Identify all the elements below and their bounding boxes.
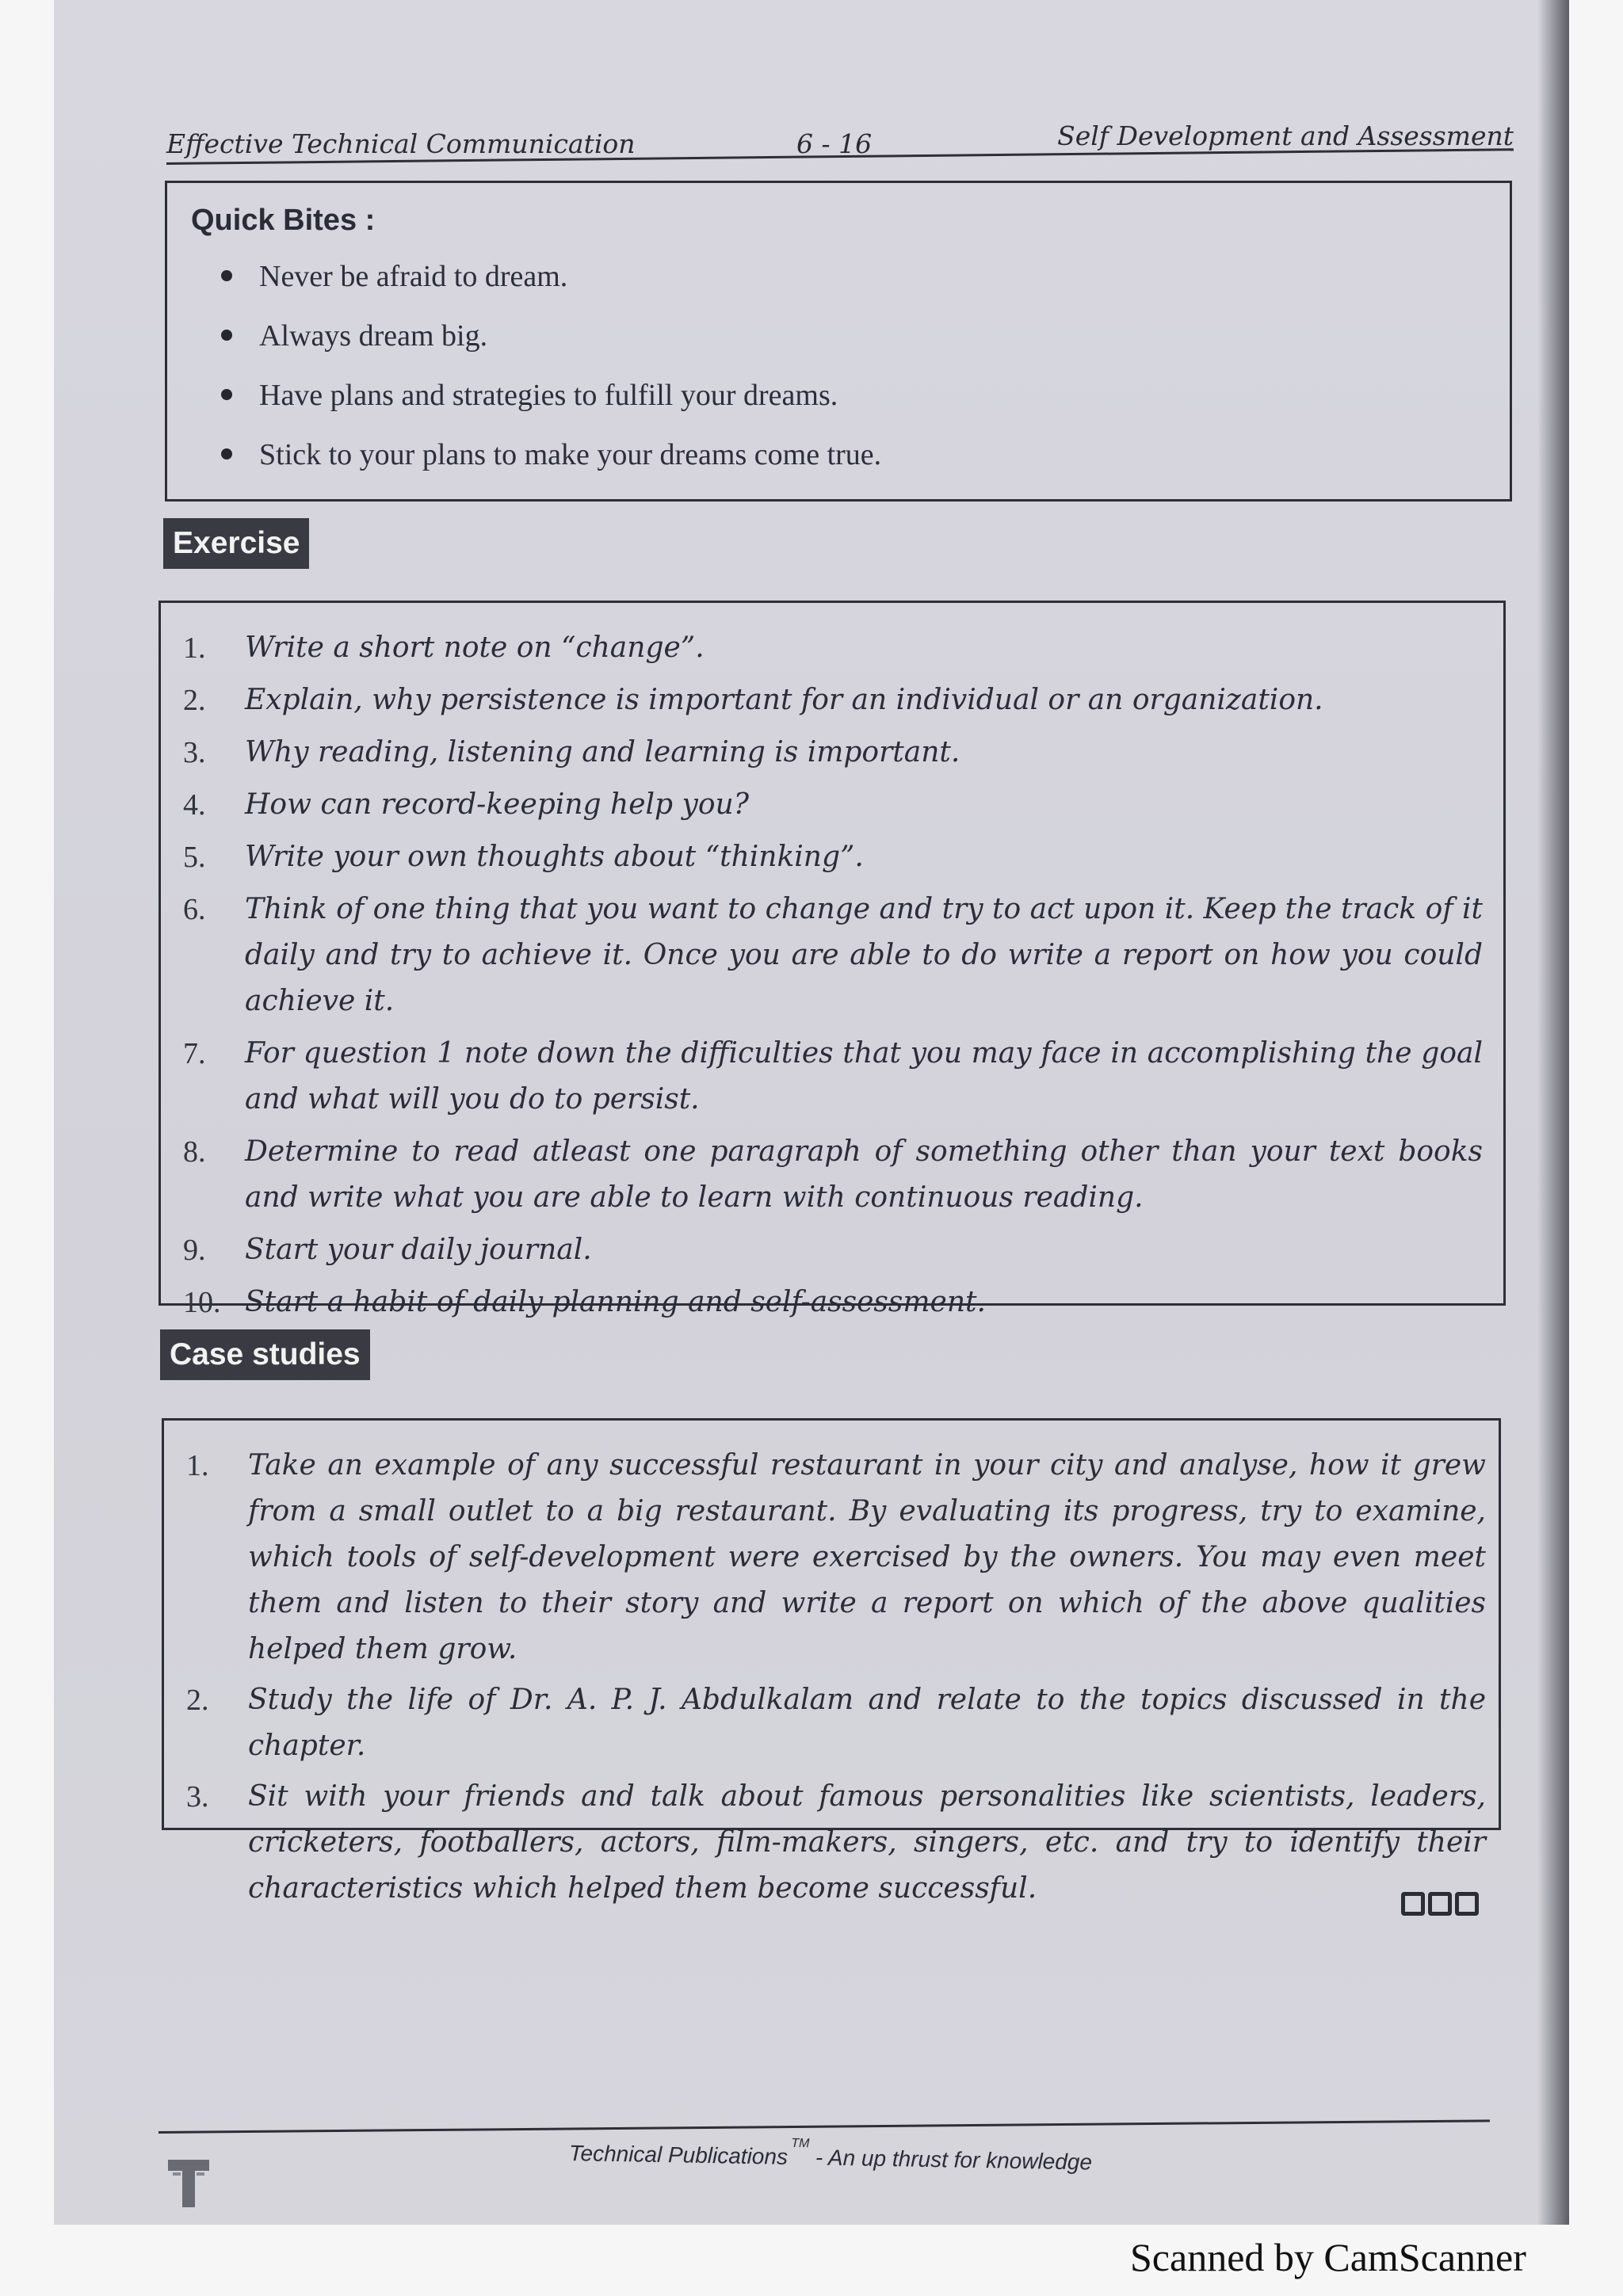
page-edge-shadow (1537, 0, 1569, 2225)
running-header (166, 119, 1514, 166)
exercise-box (158, 601, 1506, 1319)
list-item: 8. Determine to read atleast one paragraph of something other than your text books and write what you are able to learn with continuous reading. (183, 1135, 1483, 1214)
case-studies-list (186, 1443, 1486, 1917)
list-item: Stick to your plans to make your dreams come true. (215, 437, 881, 497)
list-item: 1. Write a short note on “change”. (183, 631, 705, 665)
trademark-mark: TM (791, 2136, 810, 2150)
list-item: Never be afraid to dream. (215, 259, 881, 318)
chapter-title: Self Development and Assessment (1057, 120, 1514, 151)
end-of-chapter-marks (1401, 1892, 1479, 1916)
scanner-watermark: Scanned by CamScanner (1130, 2235, 1526, 2279)
bullet-icon (221, 270, 232, 281)
list-item: Always dream big. (215, 318, 881, 378)
list-item: 9. Start your daily journal. (183, 1234, 592, 1267)
bullet-icon (221, 448, 232, 460)
publisher-name: Technical Publications (568, 2141, 789, 2169)
list-item: 5. Write your own thoughts about “thinking”. (183, 841, 864, 874)
list-item: Have plans and strategies to fulfill your dreams. (215, 378, 881, 437)
square-icon (1428, 1892, 1452, 1916)
list-item: 6. Think of one thing that you want to change and try to act upon it. Keep the track of it daily and try to achieve it. Once you are able to do write a report on how you could achieve it. (183, 893, 1483, 1017)
list-item: 2. Explain, why persistence is important for an individual or an organization. (183, 684, 1323, 717)
bullet-icon (221, 330, 232, 341)
quick-bites-box (165, 181, 1512, 502)
list-item: 3. Why reading, listening and learning is important. (183, 736, 960, 769)
quick-bites-title: Quick Bites : (191, 204, 376, 237)
scan-margin (1569, 0, 1623, 2225)
list-item: 1. Take an example of any successful restaurant in your city and analyse, how it grew from a small outlet to a big restaurant. By evaluating its progress, try to examine, which tools of self-development were exercised by the owners. You may even meet them and listen to their story and write a report on which of the above qualities helped them grow. (186, 1449, 1486, 1665)
book-title: Effective Technical Communication (166, 128, 636, 159)
page-number: 6 - 16 (796, 128, 873, 159)
bullet-icon (221, 389, 232, 400)
case-studies-heading: Case studies (160, 1329, 370, 1380)
publisher-logo-icon (165, 2155, 212, 2210)
exercise-list (183, 625, 1483, 1332)
quick-bites-list (215, 259, 881, 497)
square-icon (1401, 1892, 1425, 1916)
exercise-heading: Exercise (163, 518, 309, 569)
list-item: 4. How can record-keeping help you? (183, 788, 749, 822)
list-item: 2. Study the life of Dr. A. P. J. Abdulkalam and relate to the topics discussed in the chapter. (186, 1684, 1486, 1762)
list-item: 7. For question 1 note down the difficulties that you may face in accomplishing the goal and what will you do to persist. (183, 1037, 1483, 1116)
square-icon (1455, 1892, 1479, 1916)
list-item: 10. Start a habit of daily planning and self-assessment. (183, 1286, 986, 1319)
case-studies-box (162, 1418, 1501, 1905)
publisher-tagline: - An up thrust for knowledge (808, 2145, 1093, 2175)
list-item: 3. Sit with your friends and talk about famous personalities like scientists, leaders, cricketers, footballers, actors, film-makers, singers, etc. and try to identify their characteristics which helped them become successful. (186, 1780, 1486, 1905)
